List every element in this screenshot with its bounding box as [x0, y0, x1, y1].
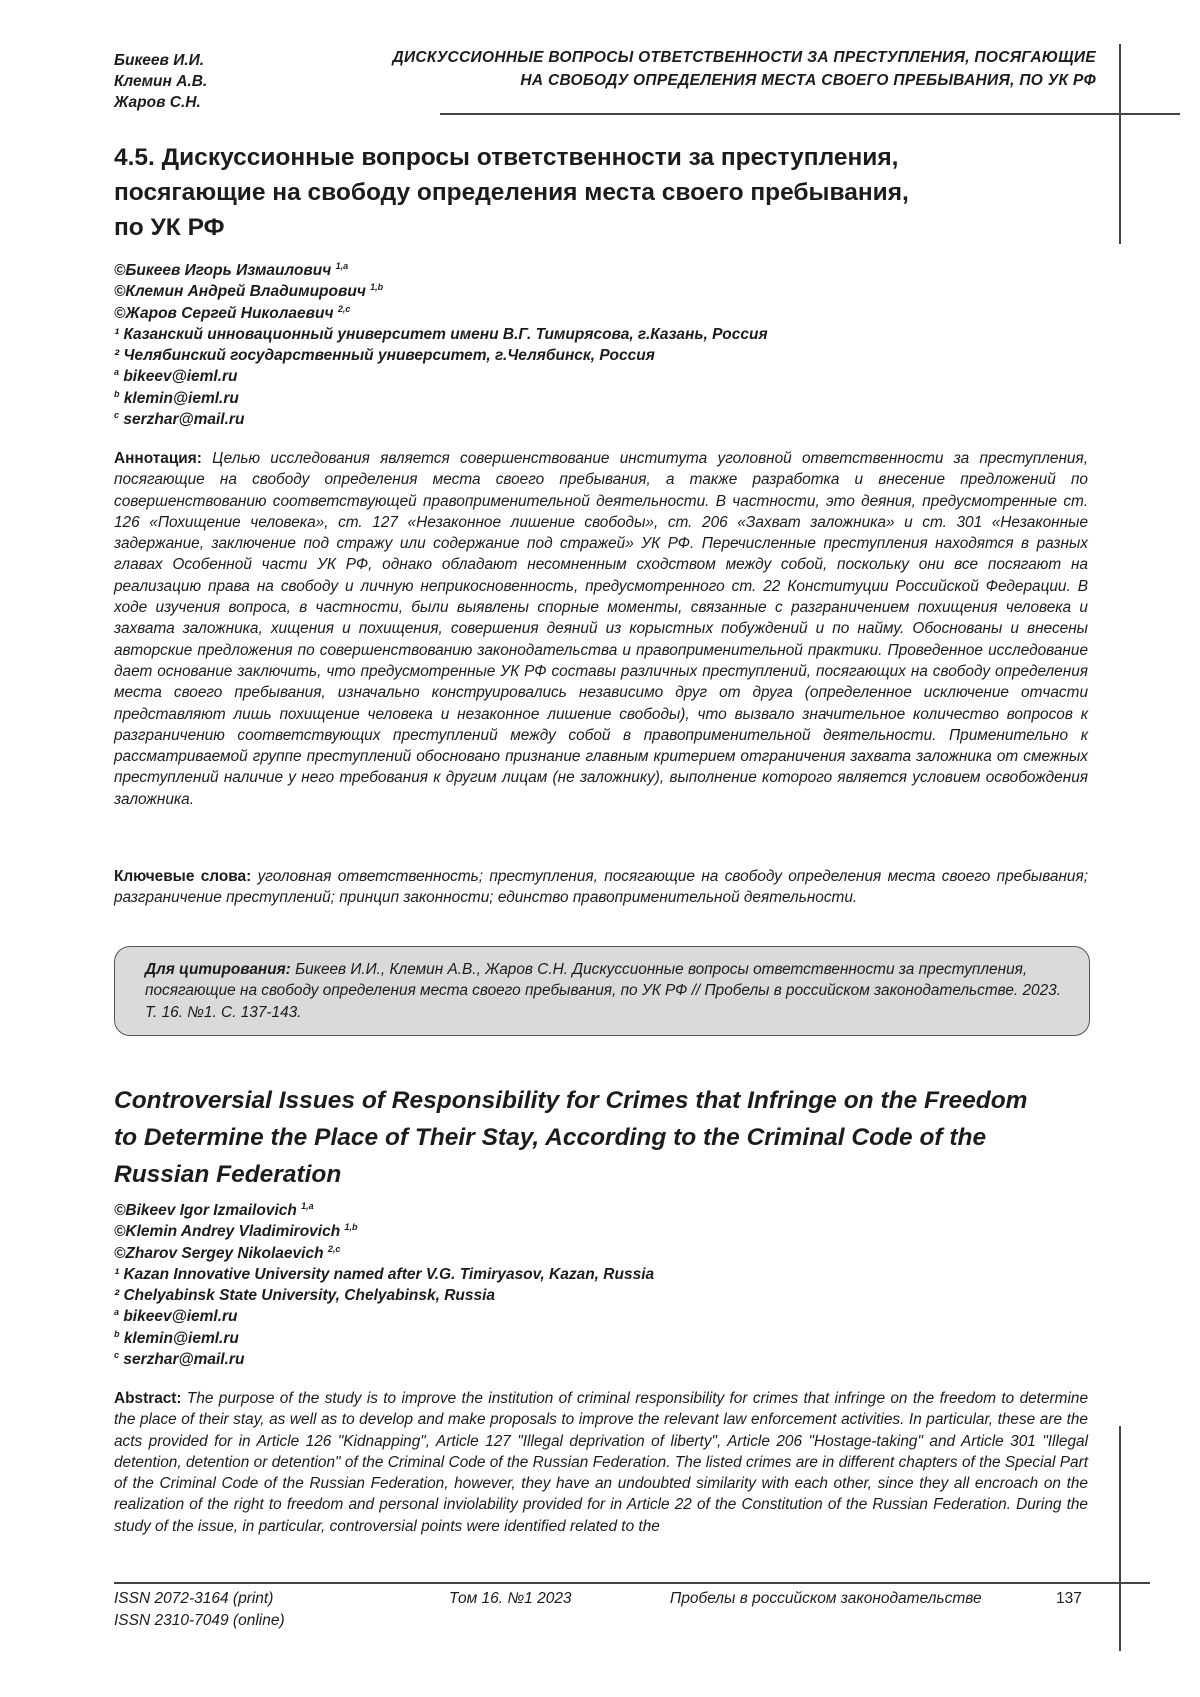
citation-label: Для цитирования: [145, 961, 291, 978]
section-title [114, 140, 994, 245]
en-author: ©Bikeev Igor Izmailovich $^{1,a}$ [114, 1200, 314, 1219]
en-abstract-text: The purpose of the study is to improve the institution of criminal responsibility for crimes that infringe on the freedom to determine the place of their stay, as well as to develop and make proposals to improve the relevant law enforcement activities. In particular, these are the acts provided for in Article 126 "Kidnapping", Article 127 "Illegal deprivation of liberty", Article 206 "Hostage-taking" and Article 301 "Illegal detention, detention or detention" of the Criminal Code of the Russian Federation. The listed crimes are in different chapters of the Special Part of the Criminal Code of the Russian Federation, however, they have an undoubted similarity with each other, since they all encroach on the realization of the right to freedom and personal inviolability provided for in Article 22 of the Constitution of the Russian Federation. During the study of the issue, in particular, controversial points were identified related to the [114, 1390, 1089, 1535]
running-title-line: НА СВОБОДУ ОПРЕДЕЛЕНИЯ МЕСТА СВОЕГО ПРЕБЫВАНИЯ, ПО УК РФ [520, 72, 1096, 89]
ru-email: $^a$ bikeev@ieml.ru [114, 367, 238, 386]
header-vertical-rule [1119, 44, 1121, 244]
footer-issn [114, 1588, 285, 1632]
issn-online: ISSN 2310-7049 (online) [114, 1612, 285, 1629]
en-email: $^b$ klemin@ieml.ru [114, 1328, 239, 1347]
header-author: Клемин А.В. [114, 73, 208, 90]
en-email: $^c$ serzhar@mail.ru [114, 1349, 245, 1369]
english-title [114, 1082, 1074, 1193]
citation-box [114, 946, 1090, 1036]
ru-abstract-text: Целью исследования является совершенствование института уголовной ответственности за преступления, посягающие на свободу определения места своего пребывания, а также разработка и внесение предложений по совершенствованию соответствующей правоприменительной деятельности. В частности, это деяния, предусмотренные ст. 126 «Похищение человека», ст. 127 «Незаконное лишение свободы», ст. 206 «Захват заложника» и ст. 301 «Незаконные задержание, заключение под стражу или содержание под стражей» УК РФ. Перечисленные преступления находятся в разных главах Особенной части УК РФ, однако обладают несомненным сходством между собой, поскольку они все посягают на реализацию права на свободу и личную неприкосновенность, предусмотренного ст. 22 Конституции Российской Федерации. В ходе изучения вопроса, в частности, были выявлены спорные моменты, связанные с разграничением похищения человека и захвата заложника, хищения и похищения, совершения деяний из корыстных побуждений и по найму. Обоснованы и внесены авторские предложения по совершенствованию законодательства и правоприменительной практики. Проведенное исследование дает основание заключить, что предусмотренные УК РФ составы различных преступлений, посягающих на свободу определения места своего пребывания, изначально конструировались независимо друг от друга (определенное исключение отчасти представляют лишь похищение человека и незаконное лишение свободы), что вызвало значительное количество вопросов к разграничению соответствующих преступлений между собой в правоприменительной деятельности. Применительно к рассматриваемой группе преступлений обосновано признание главным критерием отграничения захвата заложника от смежных преступлений наличие у него требования к другим лицам (не заложнику), выполнение которого является условием освобождения заложника. [114, 450, 1088, 808]
issn-print: ISSN 2072-3164 (print) [114, 1590, 274, 1607]
ru-author: ©Клемин Андрей Владимирович $^{1,b}$ [114, 282, 384, 301]
footer-vertical-rule [1119, 1426, 1121, 1651]
header-authors [114, 50, 207, 113]
footer-journal: Пробелы в российском законодательстве [670, 1590, 982, 1607]
citation-text: Бикеев И.И., Клемин А.В., Жаров С.Н. Дискуссионные вопросы ответственности за преступления, посягающие на свободу определения места своего пребывания, по УК РФ // Пробелы в российском законодательстве. 2023. Т. 16. №1. С. 137-143. [145, 961, 1061, 1021]
english-title-line: Controversial Issues of Responsibility for Crimes that Infringe on the Freedom [114, 1087, 1028, 1114]
ru-email: $^b$ klemin@ieml.ru [114, 388, 239, 407]
ru-affiliation: ² Челябинский государственный университет, г.Челябинск, Россия [114, 347, 655, 365]
ru-author: ©Бикеев Игорь Измаилович $^{1,a}$ [114, 260, 349, 279]
footer-volume: Том 16. №1 2023 [449, 1590, 572, 1607]
en-author-block [114, 1200, 654, 1370]
footer-rule [114, 1582, 1150, 1584]
ru-keywords-text: уголовная ответственность; преступления, посягающие на свободу определения места своего пребывания; разграничение преступлений; принцип законности; единство правоприменительной деятельности. [114, 868, 1088, 907]
en-email: $^a$ bikeev@ieml.ru [114, 1307, 238, 1326]
english-title-line: to Determine the Place of Their Stay, According to the Criminal Code of the [114, 1124, 987, 1151]
section-title-line: по УК РФ [114, 214, 225, 241]
running-title [300, 46, 1096, 92]
ru-keywords-label: Ключевые слова: [114, 868, 252, 885]
ru-email: $^c$ serzhar@mail.ru [114, 409, 245, 429]
header-author: Жаров С.Н. [114, 94, 201, 111]
ru-abstract [114, 448, 1088, 810]
ru-keywords [114, 866, 1088, 909]
running-title-line: ДИСКУССИОННЫЕ ВОПРОСЫ ОТВЕТСТВЕННОСТИ ЗА ПРЕСТУПЛЕНИЯ, ПОСЯГАЮЩИЕ [392, 49, 1096, 66]
ru-abstract-label: Аннотация: [114, 450, 202, 467]
section-title-line: посягающие на свободу определения места своего пребывания, [114, 179, 909, 206]
en-abstract-label: Abstract: [114, 1390, 182, 1407]
en-author: ©Klemin Andrey Vladimirovich $^{1,b}$ [114, 1222, 358, 1241]
ru-author-block [114, 260, 768, 430]
ru-author: ©Жаров Сергей Николаевич $^{2,c}$ [114, 303, 351, 322]
section-title-line: 4.5. Дискуссионные вопросы ответственности за преступления, [114, 144, 899, 171]
english-title-line: Russian Federation [114, 1161, 342, 1188]
en-author: ©Zharov Sergey Nikolaevich $^{2,c}$ [114, 1243, 341, 1262]
header-author: Бикеев И.И. [114, 52, 205, 69]
ru-affiliation: ¹ Казанский инновационный университет имени В.Г. Тимирясова, г.Казань, Россия [114, 325, 768, 343]
en-affiliation: ² Chelyabinsk State University, Chelyabinsk, Russia [114, 1287, 496, 1305]
en-abstract [114, 1388, 1088, 1537]
page-number: 137 [1056, 1590, 1082, 1607]
en-affiliation: ¹ Kazan Innovative University named after V.G. Timiryasov, Kazan, Russia [114, 1265, 655, 1283]
header-rule [440, 113, 1180, 115]
